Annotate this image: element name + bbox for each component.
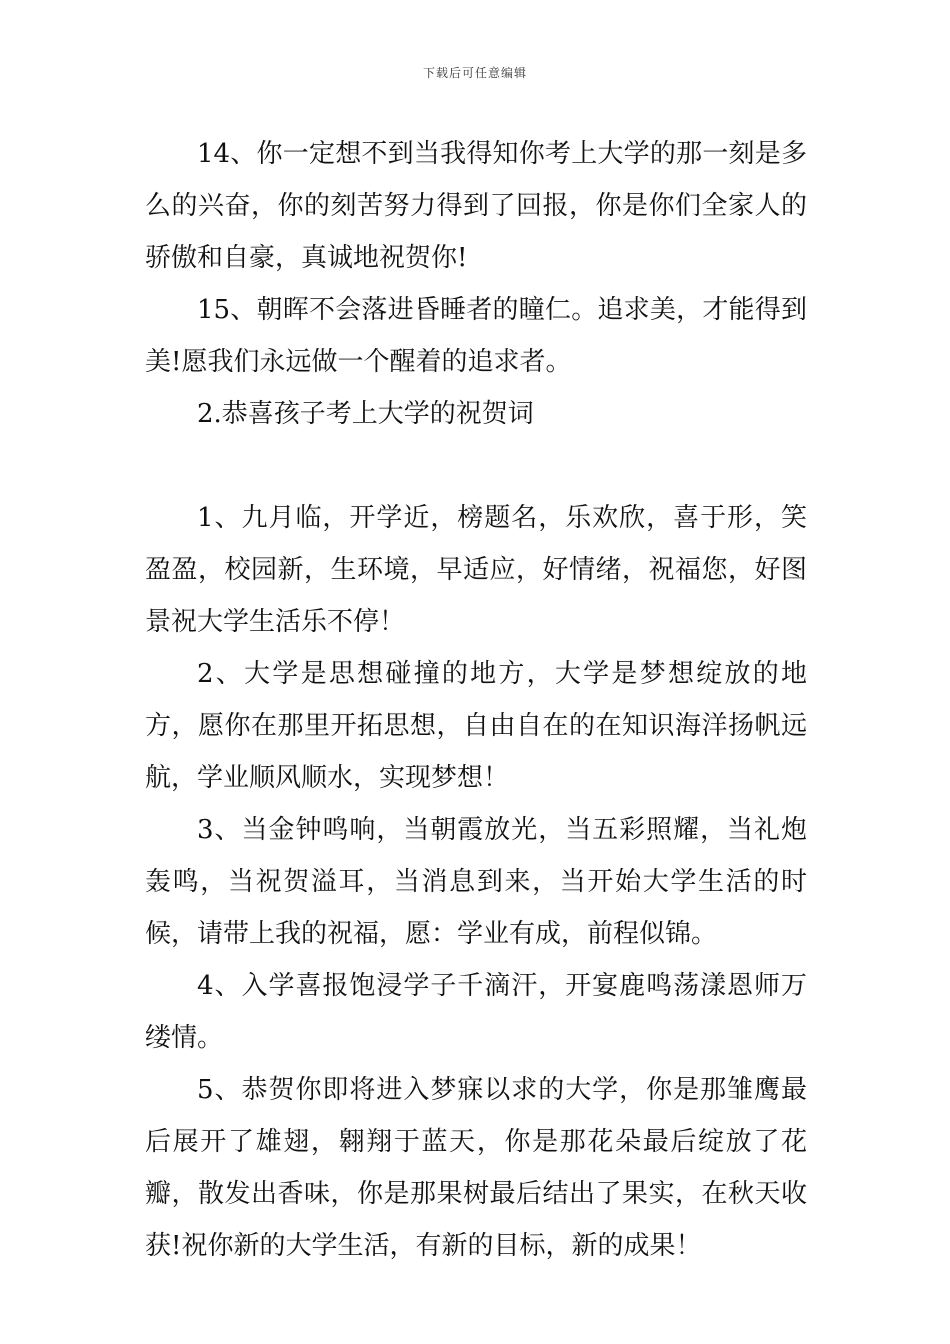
paragraph-14: 14、你一定想不到当我得知你考上大学的那一刻是多么的兴奋，你的刻苦努力得到了回报，你是你们全家人的骄傲和自豪，真诚地祝贺你! — [145, 139, 807, 273]
paragraph-3: 3、当金钟鸣响，当朝霞放光，当五彩照耀，当礼炮轰鸣，当祝贺溢耳，当消息到来，当开始大学生活的时候，请带上我的祝福，愿：学业有成，前程似锦。 — [145, 815, 807, 949]
section-heading: 2.恭喜孩子考上大学的祝贺词 — [197, 399, 534, 429]
document-body — [145, 128, 807, 1272]
paragraph-15: 15、朝晖不会落进昏睡者的瞳仁。追求美，才能得到美!愿我们永远做一个醒着的追求者。 — [145, 295, 807, 377]
page-header: 下载后可任意编辑 — [422, 66, 527, 80]
paragraph-5: 5、恭贺你即将进入梦寐以求的大学，你是那雏鹰最后展开了雄翅，翱翔于蓝天，你是那花朵最后绽放了花瓣，散发出香味，你是那果树最后结出了果实，在秋天收获!祝你新的大学生活，有新的目标，新的成果！ — [145, 1075, 807, 1261]
paragraph-2: 2、大学是思想碰撞的地方，大学是梦想绽放的地方，愿你在那里开拓思想，自由自在的在知识海洋扬帆远航，学业顺风顺水，实现梦想！ — [145, 659, 807, 793]
paragraph-4: 4、入学喜报饱浸学子千滴汗，开宴鹿鸣荡漾恩师万缕情。 — [145, 971, 807, 1053]
paragraph-1: 1、九月临，开学近，榜题名，乐欢欣，喜于形，笑盈盈，校园新，生环境，早适应，好情绪，祝福您，好图景祝大学生活乐不停！ — [145, 503, 807, 637]
